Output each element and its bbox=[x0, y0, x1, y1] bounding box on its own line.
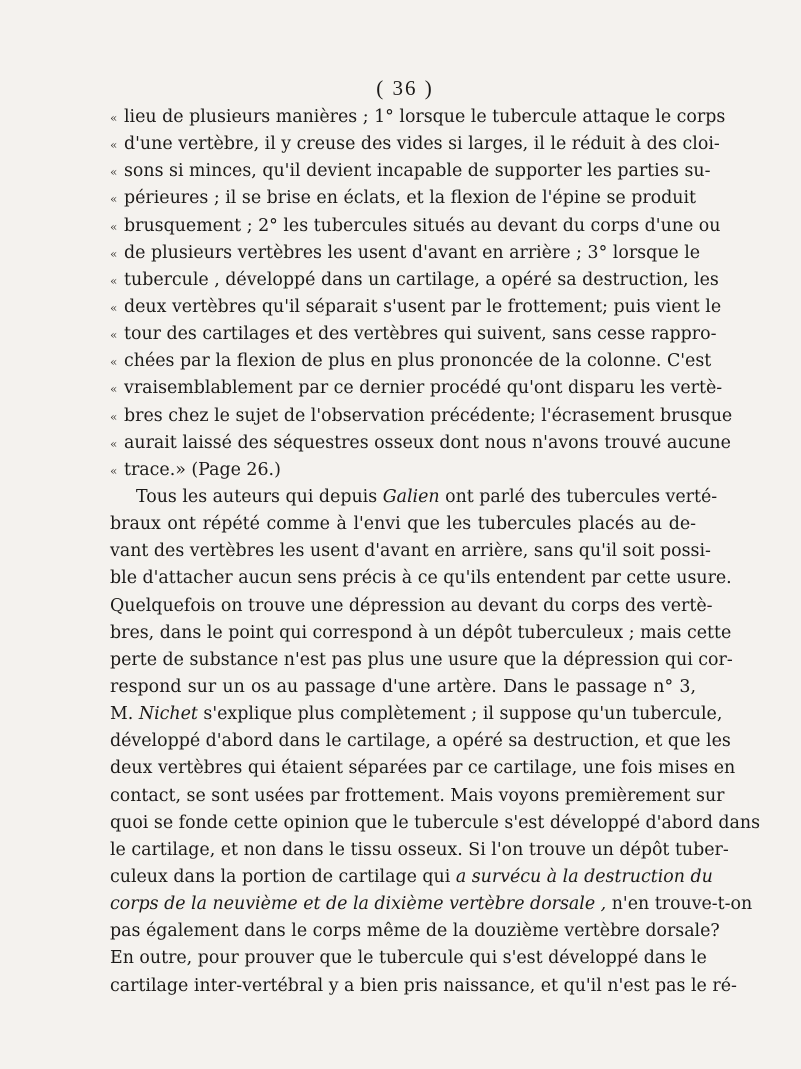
line-text: corps de la neuvième et de la dixième vertèbre dorsale , n'en trouve-t-on bbox=[110, 894, 753, 915]
line-text: sons si minces, qu'il devient incapable de supporter les parties su- bbox=[124, 161, 711, 182]
line-text: braux ont répété comme à l'envi que les tubercules placés au de- bbox=[110, 514, 696, 535]
page-number: ( 36 ) bbox=[376, 76, 434, 100]
text-line bbox=[110, 430, 731, 457]
text-line bbox=[110, 348, 712, 375]
text-line bbox=[110, 538, 711, 565]
text-line bbox=[110, 294, 722, 321]
line-text: vraisemblablement par ce dernier procédé qu'ont disparu les vertè- bbox=[124, 378, 723, 399]
quote-mark: « bbox=[110, 138, 118, 153]
line-text: En outre, pour prouver que le tubercule qui s'est développé dans le bbox=[110, 948, 707, 969]
text-line bbox=[110, 131, 720, 158]
text-line bbox=[110, 728, 731, 755]
text-line bbox=[110, 837, 729, 864]
text-line bbox=[110, 864, 713, 891]
line-text: perte de substance n'est pas plus une usure que la dépression qui cor- bbox=[110, 649, 733, 670]
quote-mark: « bbox=[110, 192, 118, 207]
line-text: ble d'attacher aucun sens précis à ce qu'ils entendent par cette usure. bbox=[110, 568, 732, 589]
line-text: trace.» (Page 26.) bbox=[124, 459, 281, 480]
text-line bbox=[110, 185, 696, 212]
quote-mark: « bbox=[110, 409, 118, 424]
quote-mark: « bbox=[110, 382, 118, 397]
text-line bbox=[110, 755, 736, 782]
text-line bbox=[110, 701, 723, 728]
text-line bbox=[110, 104, 726, 131]
text-line bbox=[110, 213, 721, 240]
line-text: deux vertèbres qui étaient séparées par ce cartilage, une fois mises en bbox=[110, 758, 736, 779]
line-text: de plusieurs vertèbres les usent d'avant en arrière ; 3° lorsque le bbox=[124, 242, 701, 263]
line-text: pas également dans le corps même de la douzième vertèbre dorsale? bbox=[110, 921, 720, 942]
quote-mark: « bbox=[110, 165, 118, 180]
italic-text: a survécu à la destruction du bbox=[455, 866, 713, 887]
text-line bbox=[110, 918, 720, 945]
text-line bbox=[110, 647, 733, 674]
italic-text: Galien bbox=[382, 486, 440, 507]
text-line bbox=[110, 973, 737, 1000]
line-text: M. Nichet s'explique plus complètement ; il suppose qu'un tubercule, bbox=[110, 704, 723, 725]
text-line bbox=[110, 403, 733, 430]
quote-mark: « bbox=[110, 463, 118, 478]
line-text: bres chez le sujet de l'observation précédente; l'écrasement brusque bbox=[124, 405, 733, 426]
text-line bbox=[110, 783, 725, 810]
quote-mark: « bbox=[110, 219, 118, 234]
text-line bbox=[110, 565, 732, 592]
line-text: développé d'abord dans le cartilage, a opéré sa destruction, et que les bbox=[110, 731, 731, 752]
quote-mark: « bbox=[110, 300, 118, 315]
text-line bbox=[110, 240, 701, 267]
quote-mark: « bbox=[110, 246, 118, 261]
line-text: Tous les auteurs qui depuis Galien ont parlé des tubercules verté- bbox=[136, 486, 718, 507]
text-line bbox=[110, 484, 718, 511]
line-text: bres, dans le point qui correspond à un dépôt tuberculeux ; mais cette bbox=[110, 622, 732, 643]
line-text: brusquement ; 2° les tubercules situés au devant du corps d'une ou bbox=[124, 215, 721, 236]
line-text: tour des cartilages et des vertèbres qui suivent, sans cesse rappro- bbox=[124, 324, 717, 345]
italic-text: Nichet bbox=[138, 704, 198, 725]
quote-mark: « bbox=[110, 273, 118, 288]
text-line bbox=[110, 375, 723, 402]
line-text: le cartilage, et non dans le tissu osseux. Si l'on trouve un dépôt tuber- bbox=[110, 839, 729, 860]
body-text bbox=[110, 104, 761, 1000]
text-line bbox=[110, 891, 753, 918]
quote-mark: « bbox=[110, 436, 118, 451]
line-text: aurait laissé des séquestres osseux dont nous n'avons trouvé aucune bbox=[124, 432, 731, 453]
line-text: Quelquefois on trouve une dépression au devant du corps des vertè- bbox=[110, 595, 713, 616]
line-text: chées par la flexion de plus en plus prononcée de la colonne. C'est bbox=[124, 351, 712, 372]
quote-mark: « bbox=[110, 355, 118, 370]
text-line bbox=[110, 945, 707, 972]
line-text: tubercule , développé dans un cartilage, a opéré sa destruction, les bbox=[124, 269, 719, 290]
text-line bbox=[110, 674, 696, 701]
quote-mark: « bbox=[110, 111, 118, 125]
text-line bbox=[110, 267, 719, 294]
line-text: cartilage inter-vertébral y a bien pris naissance, et qu'il n'est pas le ré- bbox=[110, 975, 737, 996]
italic-text: corps de la neuvième et de la dixième vertèbre dorsale , bbox=[110, 894, 607, 915]
line-text: d'une vertèbre, il y creuse des vides si larges, il le réduit à des cloi- bbox=[124, 134, 720, 155]
line-text: vant des vertèbres les usent d'avant en arrière, sans qu'il soit possi- bbox=[110, 541, 711, 562]
text-line bbox=[110, 593, 713, 620]
line-text: culeux dans la portion de cartilage qui a survécu à la destruction du bbox=[110, 866, 713, 887]
text-line bbox=[110, 158, 711, 185]
line-text: quoi se fonde cette opinion que le tubercule s'est développé d'abord dans bbox=[110, 812, 761, 833]
line-text: respond sur un os au passage d'une artère. Dans le passage n° 3, bbox=[110, 676, 696, 697]
text-line bbox=[110, 620, 732, 647]
text-line bbox=[110, 457, 696, 484]
text-line bbox=[110, 511, 696, 538]
line-text: deux vertèbres qu'il séparait s'usent par le frottement; puis vient le bbox=[124, 296, 722, 317]
text-line bbox=[110, 810, 761, 837]
quote-mark: « bbox=[110, 328, 118, 343]
line-text: périeures ; il se brise en éclats, et la flexion de l'épine se produit bbox=[124, 188, 696, 209]
line-text: contact, se sont usées par frottement. Mais voyons premièrement sur bbox=[110, 785, 725, 806]
text-line bbox=[110, 321, 717, 348]
line-text: lieu de plusieurs manières ; 1° lorsque le tubercule attaque le corps bbox=[124, 107, 726, 127]
